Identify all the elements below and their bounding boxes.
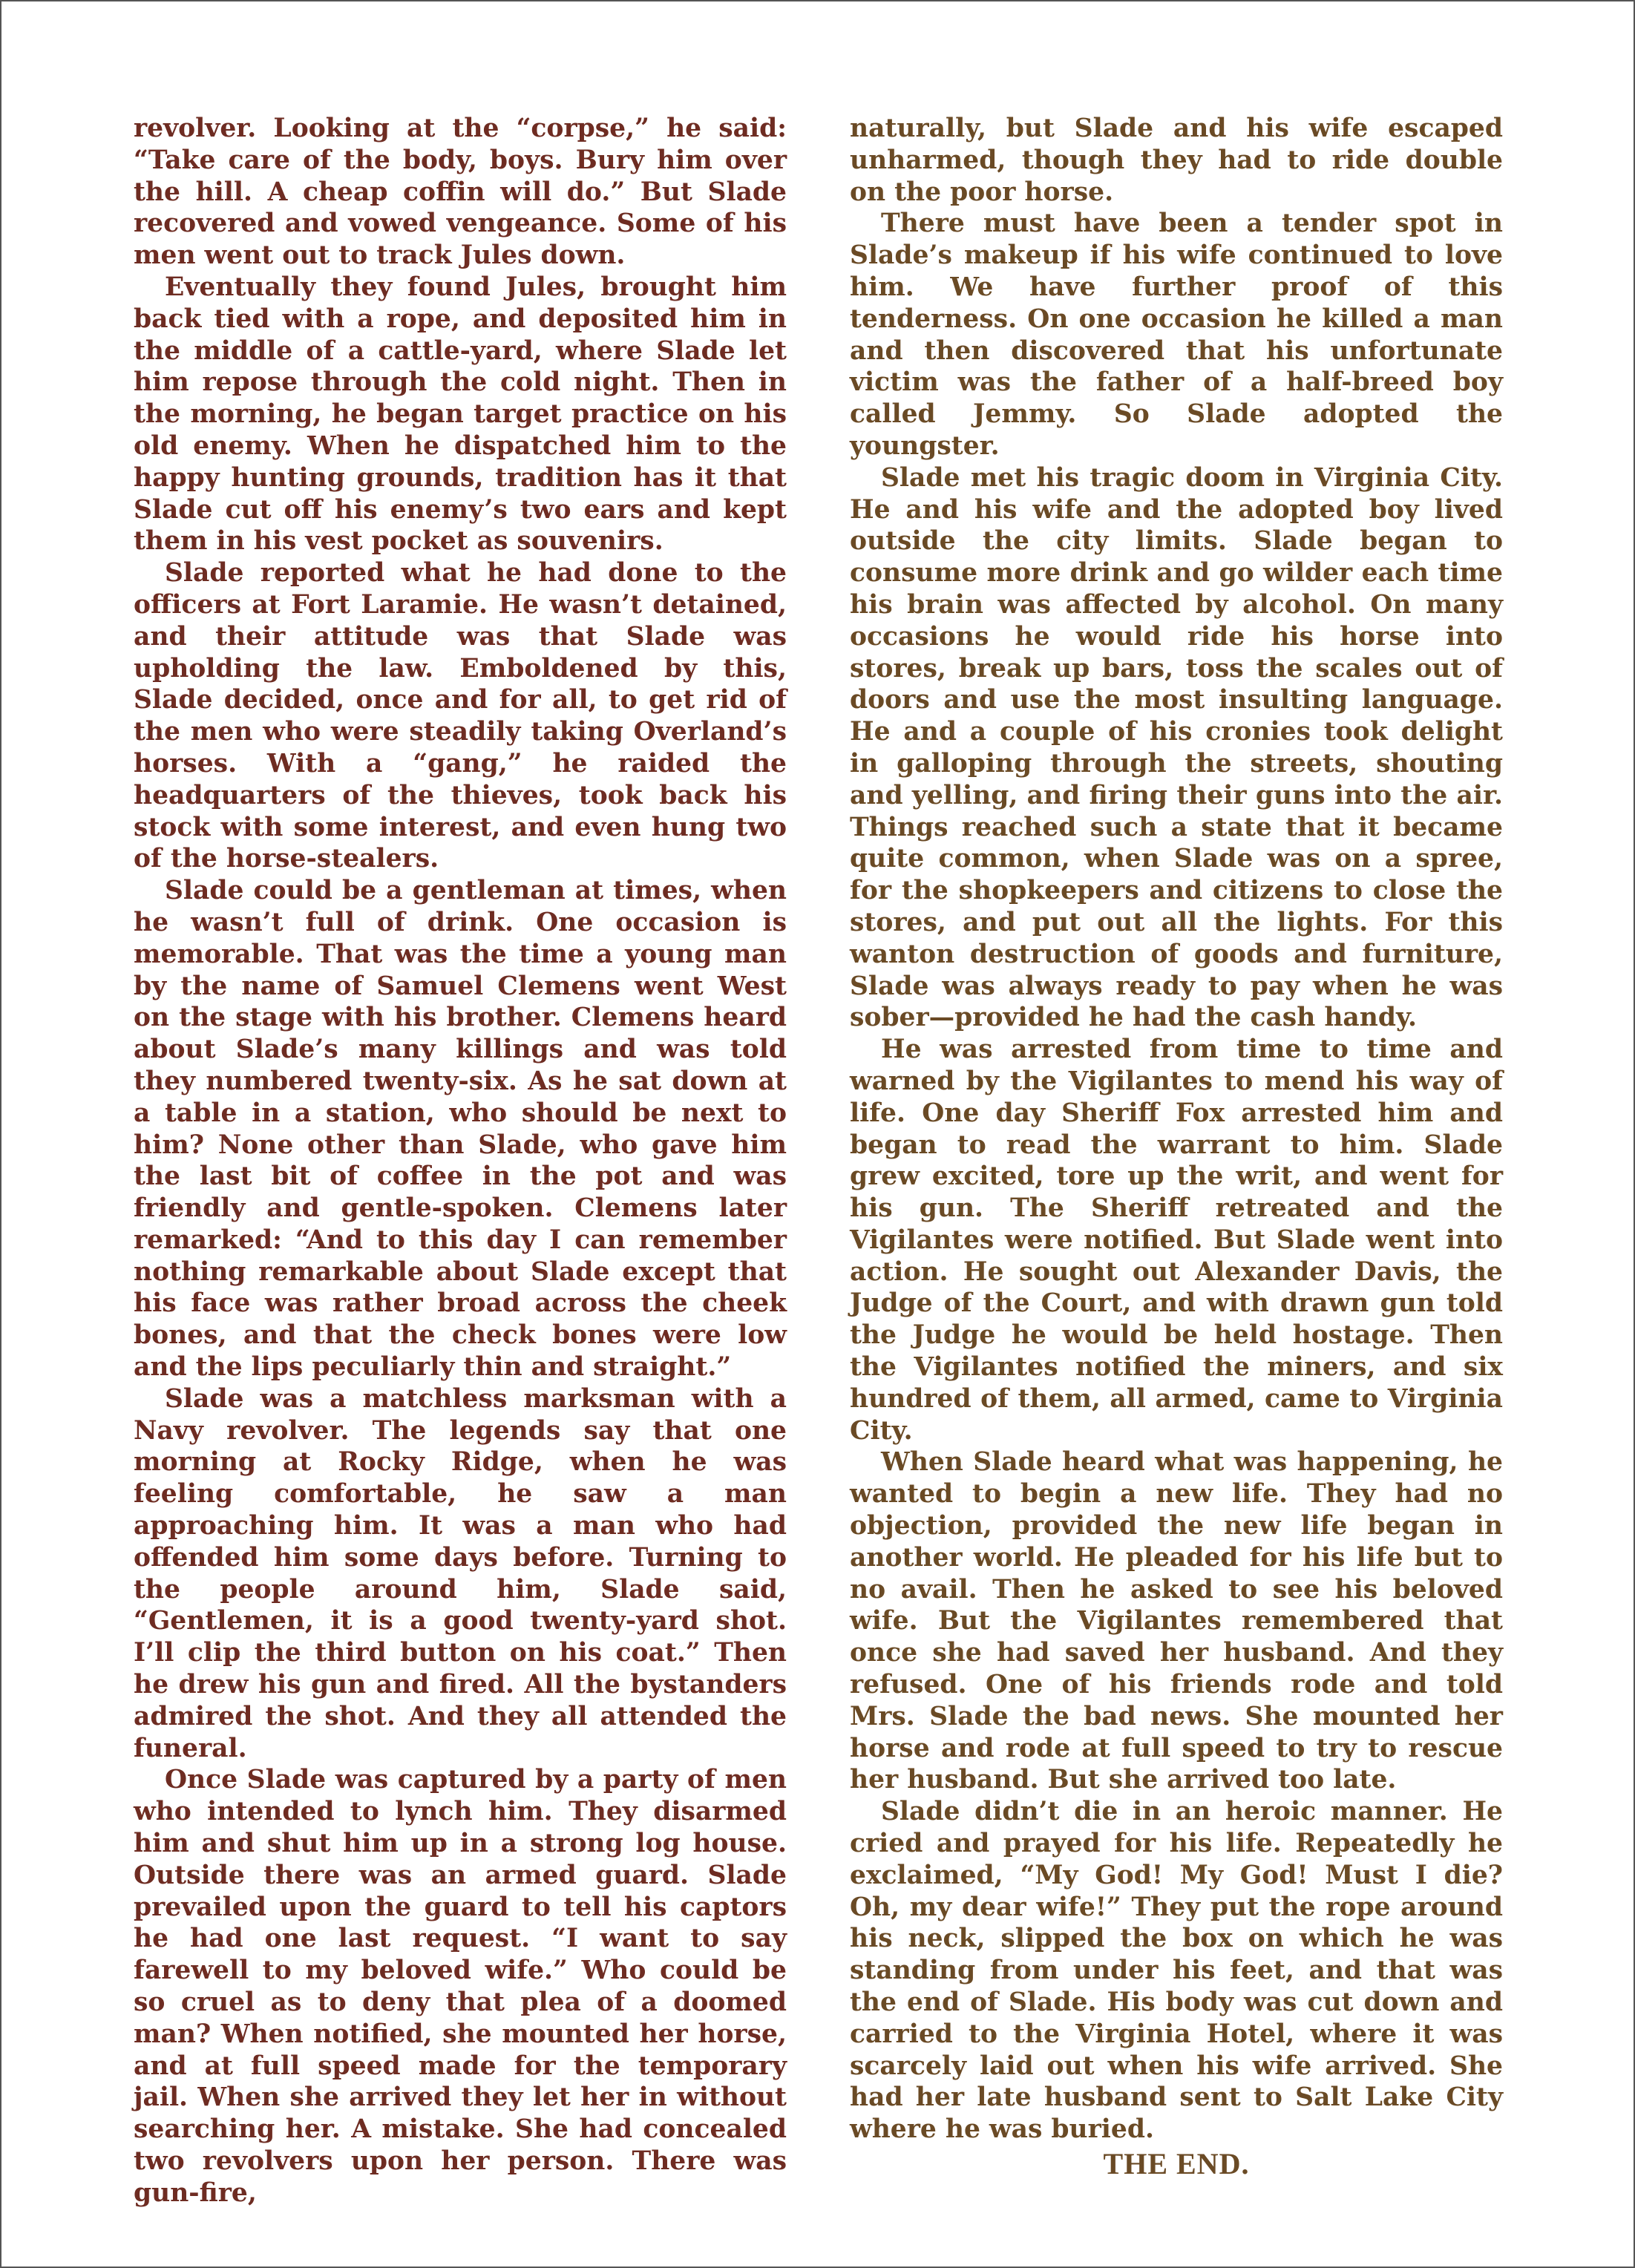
left-column (134, 113, 787, 2209)
the-end-label: THE END. (1103, 2147, 1250, 2180)
paragraph: Slade didn’t die in an heroic manner. He cried and prayed for his life. Repeatedly he exclaimed, “My God! My God! Must I die? Oh, my dear wife!” They put the rope around his neck, slipped the box on which he was standing from under his feet, and that was the end of Slade. His body was cut down and carried to the Virginia Hotel, where it was scarcely laid out when his wife arrived. She had her late husband sent to Salt Lake City where he was buried. (850, 1797, 1503, 2145)
paragraph: Slade reported what he had done to the officers at Fort Laramie. He wasn’t detained, and their attitude was that Slade was upholding the law. Emboldened by this, Slade decided, once and for all, to get rid of the men who were steadily taking Overland’s horses. With a “gang,” he raided the headquarters of the thieves, took back his stock with some interest, and even hung two of the horse-stealers. (134, 558, 787, 874)
paragraph: Slade met his tragic doom in Virginia City. He and his wife and the adopted boy lived outside the city limits. Slade began to consume more drink and go wilder each time his brain was affected by alcohol. On many occasions he would ride his horse into stores, break up bars, toss the scales out of doors and use the most insulting language. He and a couple of his cronies took delight in galloping through the streets, shouting and yelling, and firing their guns into the air. Things reached such a state that it became quite common, when Slade was on a spree, for the shopkeepers and citizens to close the stores, and put out all the lights. For this wanton destruction of goods and furniture, Slade was always ready to pay when he was sober—provided he had the cash handy. (850, 462, 1503, 1033)
paragraph: Eventually they found Jules, brought him back tied with a rope, and deposited him in the middle of a cattle-yard, where Slade let him repose through the cold night. Then in the morning, he began target practice on his old enemy. When he dispatched him to the happy hunting grounds, tradition has it that Slade cut off his enemy’s two ears and kept them in his vest pocket as souvenirs. (134, 272, 787, 557)
paragraph: Once Slade was captured by a party of men who intended to lynch him. They disarmed him and shut him up in a strong log house. Outside there was an armed guard. Slade prevailed upon the guard to tell his captors he had one last request. “I want to say farewell to my beloved wife.” Who could be so cruel as to deny that plea of a doomed man? When notified, she mounted her horse, and at full speed made for the temporary jail. When she arrived they let her in without searching her. A mistake. She had concealed two revolvers upon her person. There was gun-fire, (134, 1765, 787, 2208)
paragraph: naturally, but Slade and his wife escaped unharmed, though they had to ride double on the poor horse. (850, 114, 1503, 207)
paragraph: Slade could be a gentleman at times, when he wasn’t full of drink. One occasion is memorable. That was the time a young man by the name of Samuel Clemens went West on the stage with his brother. Clemens heard about Slade’s many killings and was told they numbered twenty-six. As he sat down at a table in a station, who should be next to him? None other than Slade, who gave him the last bit of coffee in the pot and was friendly and gentle-spoken. Clemens later remarked: “And to this day I can remember nothing remarkable about Slade except that his face was rather broad across the cheek bones, and that the check bones were low and the lips peculiarly thin and straight.” (134, 876, 787, 1383)
paragraph: Slade was a matchless marksman with a Navy revolver. The legends say that one morning at Rocky Ridge, when he was feeling comfortable, he saw a man approaching him. It was a man who had offended him some days before. Turning to the people around him, Slade said, “Gentlemen, it is a good twenty-yard shot. I’ll clip the third button on his coat.” Then he drew his gun and fired. All the bystanders admired the shot. And they all attended the funeral. (134, 1383, 787, 1763)
paragraph: revolver. Looking at the “corpse,” he said: “Take care of the body, boys. Bury him over the hill. A cheap coffin will do.” But Slade recovered and vowed vengeance. Some of his men went out to track Jules down. (134, 114, 787, 271)
paragraph: There must have been a tender spot in Slade’s makeup if his wife continued to love him. We have further proof of this tenderness. On one occasion he killed a man and then discovered that his unfortunate victim was the father of a half-breed boy called Jemmy. So Slade adopted the youngster. (850, 209, 1503, 461)
paragraph: When Slade heard what was happening, he wanted to begin a new life. They had no objection, provided the new life began in another world. He pleaded for his life but to no avail. Then he asked to see his beloved wife. But the Vigilantes remembered that once she had saved her husband. And they refused. One of his friends rode and told Mrs. Slade the bad news. She mounted her horse and rode at full speed to try to rescue her husband. But she arrived too late. (850, 1447, 1503, 1795)
paragraph: He was arrested from time to time and warned by the Vigilantes to mend his way of life. One day Sheriff Fox arrested him and began to read the warrant to him. Slade grew excited, tore up the writ, and went for his gun. The Sheriff retreated and the Vigilantes were notified. But Slade went into action. He sought out Alexander Davis, the Judge of the Court, and with drawn gun told the Judge he would be held hostage. Then the Vigilantes notified the miners, and six hundred of them, all armed, came to Virginia City. (850, 1035, 1503, 1446)
right-column (850, 113, 1503, 2180)
